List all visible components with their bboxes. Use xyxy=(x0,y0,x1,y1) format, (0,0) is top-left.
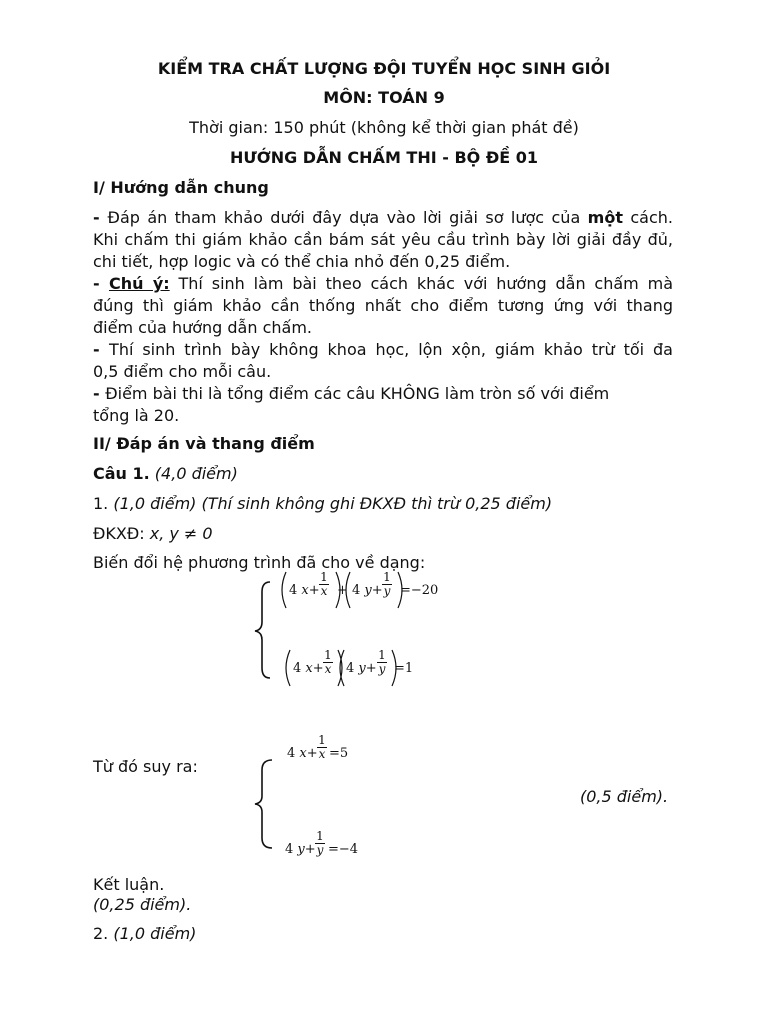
denominator: y xyxy=(316,843,324,857)
paragraph-2-line-3: điểm của hướng dẫn chấm. xyxy=(93,318,312,337)
part-number: 2. xyxy=(93,924,109,943)
section1-heading: I/ Hướng dẫn chung xyxy=(93,178,269,197)
eq2-frac-1-over-y xyxy=(377,649,387,676)
eq3-rhs: =5 xyxy=(329,746,349,761)
eq3-lhs xyxy=(287,746,318,761)
numerator: 1 xyxy=(320,570,328,584)
question-label: Câu 1. xyxy=(93,464,150,483)
part-text: (1,0 điểm) (Thí sinh không ghi ĐKXĐ thì trừ 0,25 điểm) xyxy=(108,494,553,513)
plus: + xyxy=(306,746,318,761)
var-x: x xyxy=(301,583,309,598)
text: Thí sinh làm bài theo cách khác với hướng dẫn chấm mà xyxy=(169,274,673,293)
text: cách. xyxy=(622,208,674,227)
coef: 4 xyxy=(285,842,294,857)
points-quarter: (0,25 điểm). xyxy=(93,895,192,914)
section2-heading: II/ Đáp án và thang điểm xyxy=(93,434,315,453)
coef: 4 xyxy=(289,583,298,598)
numerator: 1 xyxy=(378,648,386,662)
coef: 4 xyxy=(287,746,296,761)
eq1-rhs: =−20 xyxy=(400,583,439,598)
dkxd-value: x, y ≠ 0 xyxy=(149,524,213,543)
dash: - xyxy=(93,340,110,359)
numerator: 1 xyxy=(383,570,391,584)
eq2-rhs: =1 xyxy=(394,661,414,676)
conclusion-line: Kết luận. xyxy=(93,875,165,894)
brace-system-2 xyxy=(255,760,272,848)
eq3-frac-1-over-x xyxy=(317,734,327,761)
denominator: y xyxy=(378,662,386,676)
numerator: 1 xyxy=(318,733,326,747)
paragraph-2-line-2: đúng thì giám khảo cần thống nhất cho điểm tương ứng với thang xyxy=(93,296,673,315)
text: Điểm bài thi là tổng điểm các câu KHÔNG làm tròn số với điểm xyxy=(105,384,610,403)
part-text: (1,0 điểm) xyxy=(108,924,197,943)
note-label: Chú ý: xyxy=(108,274,170,293)
guide-title: HƯỚNG DẪN CHẤM THI - BỘ ĐỀ 01 xyxy=(229,148,539,167)
deduce-line: Từ đó suy ra: xyxy=(93,757,198,776)
dash: - xyxy=(93,208,108,227)
paren-eq2-left-1 xyxy=(286,650,290,686)
document-title: KIỂM TRA CHẤT LƯỢNG ĐỘI TUYỂN HỌC SINH GIỎI xyxy=(157,59,611,78)
eq4-frac-1-over-y xyxy=(315,830,325,857)
part-2-heading xyxy=(93,923,196,945)
eq1-frac-1-over-x xyxy=(319,571,329,598)
part-number: 1. xyxy=(93,494,109,513)
numerator: 1 xyxy=(316,829,324,843)
plus: + xyxy=(308,583,320,598)
coef: 4 xyxy=(293,661,302,676)
paragraph-1-line-2: Khi chấm thi giám khảo cần bám sát yêu cầu trình bày lời giải đầy đủ, xyxy=(93,230,673,249)
var-y: y xyxy=(358,661,366,676)
var-x: x xyxy=(305,661,313,676)
var-x: x xyxy=(299,746,307,761)
eq1-term2 xyxy=(352,583,383,598)
denominator: x xyxy=(320,584,328,598)
plus: + xyxy=(312,661,324,676)
paragraph-3-line-2: 0,5 điểm cho mỗi câu. xyxy=(93,362,272,381)
denominator: x xyxy=(318,747,326,761)
coef: 4 xyxy=(352,583,361,598)
eq1-term1 xyxy=(289,583,320,598)
bold-word: một xyxy=(587,208,623,227)
eq4-rhs: =−4 xyxy=(328,842,359,857)
var-y: y xyxy=(297,842,305,857)
time-line: Thời gian: 150 phút (không kể thời gian phát đề) xyxy=(189,118,579,137)
var-y: y xyxy=(364,583,372,598)
eq4-lhs xyxy=(285,842,316,857)
plus: + xyxy=(304,842,316,857)
coef: 4 xyxy=(346,661,355,676)
denominator: y xyxy=(383,584,391,598)
plus: + xyxy=(371,583,383,598)
dkxd-label: ĐKXĐ: xyxy=(93,524,150,543)
question-points: (4,0 điểm) xyxy=(149,464,238,483)
points-half: (0,5 điểm). xyxy=(580,787,669,806)
plus: + xyxy=(365,661,377,676)
eq1-frac-1-over-y xyxy=(382,571,392,598)
denominator: x xyxy=(324,662,332,676)
subject-line: MÔN: TOÁN 9 xyxy=(323,88,445,107)
eq1-plus: + xyxy=(337,583,348,598)
transform-line: Biến đổi hệ phương trình đã cho về dạng: xyxy=(93,553,426,572)
eq2-term2 xyxy=(346,661,377,676)
paren-eq1-left-1 xyxy=(282,572,286,608)
text: Đáp án tham khảo dưới đây dựa vào lời giải sơ lược của xyxy=(107,208,588,227)
text: Thí sinh trình bày không khoa học, lộn xộn, giám khảo trừ tối đa xyxy=(109,340,673,359)
dash: - xyxy=(93,384,106,403)
paragraph-4-line-2: tổng là 20. xyxy=(93,406,180,425)
eq2-term1 xyxy=(293,661,324,676)
eq2-frac-1-over-x xyxy=(323,649,333,676)
brace-system-1 xyxy=(255,582,270,678)
paragraph-1-line-3: chi tiết, hợp logic và có thể chia nhỏ đến 0,25 điểm. xyxy=(93,252,511,271)
dash: - xyxy=(93,274,109,293)
numerator: 1 xyxy=(324,648,332,662)
